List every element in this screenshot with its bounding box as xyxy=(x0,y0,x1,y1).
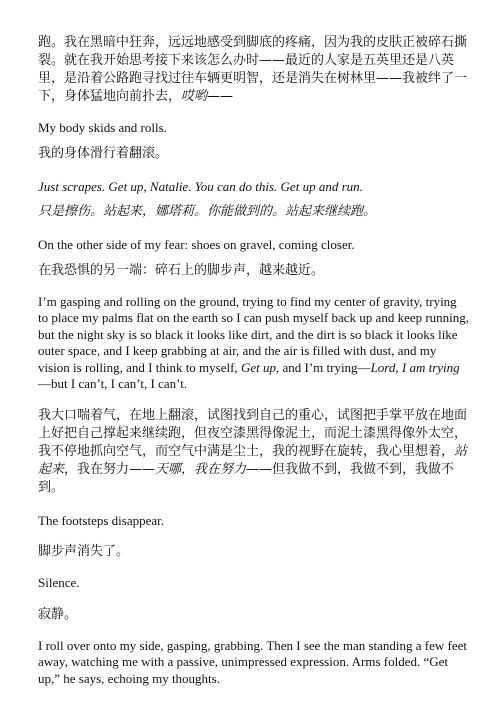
paragraph-1-text: 跑。我在黑暗中狂奔，远远地感受到脚底的疼痛，因为我的皮肤正被碎石撕裂。就在我开始思考接下来该怎么办时——最近的人家是五英里还是八英里，是沿着公路跑寻找过往车辆更明智，还是消失在树林里——我被绊了一下，身体猛地向前扑去， xyxy=(38,35,468,104)
paragraph-9-italic-d: 天哪，我在努力 xyxy=(155,461,247,477)
paragraph-9-text-c: ，我在努力—— xyxy=(64,461,156,477)
paragraph-9-text-e: ——但我做不到，我做不到，我做不到。 xyxy=(38,461,455,495)
paragraph-5-chinese-italic xyxy=(38,203,470,221)
paragraph-12-english: Silence. xyxy=(38,575,80,590)
paragraph-8-text-a: I’m gasping and rolling on the ground, trying to find my center of gravity, trying to place my palms flat on the earth so I can push myself back up and keep running, but the night sky is so black it looks like dirt, and the dirt is so black it looks like outer space, and I keep grabbing at air, and the air is filled with dust, and my vision is rolling, and I think to myself, xyxy=(38,293,470,375)
paragraph-1-italic-text: 哎哟—— xyxy=(181,89,234,104)
paragraph-8-italic-a: Get up, xyxy=(240,359,280,375)
paragraph-5-text: 只是擦伤。站起来，娜塔莉。你能做到的。站起来继续跑。 xyxy=(38,204,377,219)
paragraph-11-chinese: 脚步声消失了。 xyxy=(38,544,130,559)
paragraph-3-chinese: 我的身体滑行着翻滚。 xyxy=(38,145,169,161)
paragraph-8-text-e: —but I can’t, I can’t, I can’t. xyxy=(38,376,188,391)
paragraph-8-english xyxy=(38,294,470,393)
paragraph-8-italic-d: Lord, I am trying xyxy=(370,359,460,375)
paragraph-7-chinese: 在我恐惧的另一端：碎石上的脚步声，越来越近。 xyxy=(38,262,325,278)
paragraph-2-english: My body skids and rolls. xyxy=(38,120,167,135)
paragraph-9-italic-b: 站起来 xyxy=(38,443,468,477)
paragraph-4-english-italic xyxy=(38,179,470,196)
paragraph-14-english: I roll over onto my side, gasping, grabbing. Then I see the man standing a few feet away, watching me with a passive, unimpressed expression. Arms folded. “Get up,” he says, echoing my thoughts. xyxy=(38,637,468,686)
paragraph-10-english: The footsteps disappear. xyxy=(38,512,164,528)
paragraph-13-chinese: 寂静。 xyxy=(38,606,78,622)
paragraph-9-chinese xyxy=(38,407,470,497)
paragraph-9-text-a: 我大口喘着气，在地上翻滚，试图找到自己的重心，试图把手掌平放在地面上好把自己撑起来继续跑，但夜空漆黑得像泥土，而泥土漆黑得像外太空，我不停地抓向空气，而空气中满是尘土，我的视野在旋转，我心里想着， xyxy=(38,407,468,459)
paragraph-4-text: Just scrapes. Get up, Natalie. You can do this. Get up and run. xyxy=(38,178,363,194)
paragraph-8-text-c: and I’m trying— xyxy=(279,359,371,375)
paragraph-1-chinese xyxy=(38,34,470,106)
document-page xyxy=(38,34,470,687)
paragraph-6-english: On the other side of my fear: shoes on gravel, coming closer. xyxy=(38,237,355,252)
